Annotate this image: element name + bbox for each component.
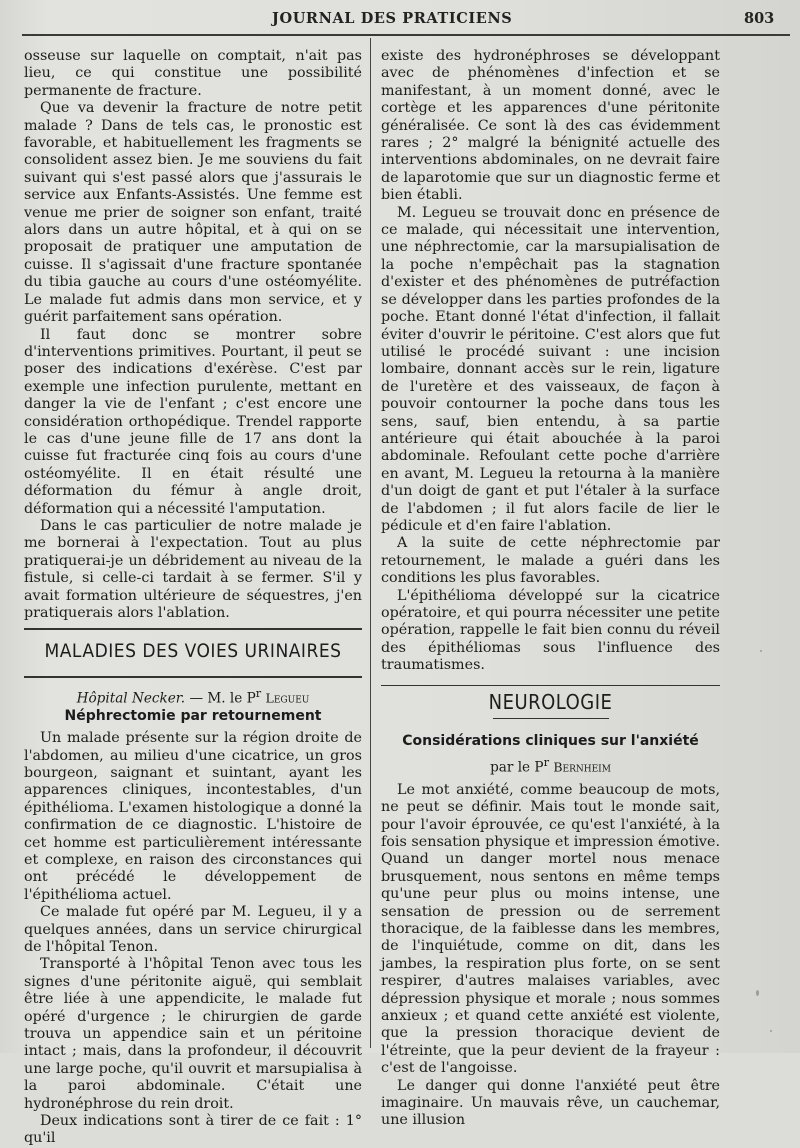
byline-sup: r — [255, 685, 262, 700]
section-title-urinary: MALADIES DES VOIES URINAIRES — [44, 640, 342, 662]
byline-place: Hôpital Necker. — [76, 690, 186, 707]
section-rule — [24, 628, 362, 630]
journal-title: JOURNAL DES PRATICIENS — [272, 10, 513, 27]
body-paragraph: Ce malade fut opéré par M. Legueu, il y a quelques années, dans un service chirurgical de l'hôpital Tenon. — [24, 904, 362, 955]
body-paragraph: Dans le cas particulier de notre malade je me bornerai à l'expectation. Tout au plus pratiquerai-je un débridement au niveau de la fistule, si celle-ci tardait à se fermer. S'il y avait formation ultérieure de séquestres, j'en pratiquerais alors l'ablation. — [24, 517, 362, 621]
byline-sup: r — [543, 755, 549, 770]
body-paragraph: Un malade présente sur la région droite de l'abdomen, au milieu d'une cicatrice, un gros bourgeon, saignant et suintant, ayant les apparences cliniques, incontestables, d'un épithélioma. L'examen histologique a donné la confirmation de ce diagnostic. L'histoire de cet homme est particulièrement intéressante et complexe, en raison des circonstances qui ont précédé le développement de l'épithélioma actuel. — [24, 730, 362, 903]
right-column — [381, 48, 720, 1130]
body-paragraph: Il faut donc se montrer sobre d'interventions primitives. Pourtant, il peut se poser des indications d'exérèse. C'est par exemple une infection purulente, mettant en danger la vie de l'enfant ; c'est encore une considération orthopédique. Trendel rapporte le cas d'une jeune fille de 17 ans dont la cuisse fut fracturée cinq fois au cours d'une ostéomyélite. Il en était résulté une déformation du fémur à angle droit, déformation qui a nécessité l'amputation. — [24, 326, 362, 517]
column-divider — [370, 38, 371, 1048]
page-number: 803 — [744, 10, 775, 27]
body-paragraph: Le mot anxiété, comme beaucoup de mots, ne peut se définir. Mais tout le monde sait, pour l'avoir éprouvée, ce qu'est l'anxiété, à la fois sensation physique et impression émotive. Quand un danger mortel nous menace brusquement, nous sentons en même temps qu'une peur plus ou moins intense, une sensation de pression ou de serrement thoracique, de la faiblesse dans les membres, de l'inquiétude, comme on dit, dans les jambes, la respiration plus forte, on se sent respirer, d'autres malaises variables, avec dépression physique et morale ; nous sommes anxieux ; et quand cette anxiété est violente, que la pression thoracique devient de l'étreinte, que la peur devient de la frayeur : c'est de l'angoisse. — [381, 781, 720, 1077]
left-column — [24, 48, 362, 1148]
byline-author: Bernheim — [553, 759, 611, 775]
body-paragraph: L'épithélioma développé sur la cicatrice opératoire, et qui pourra nécessiter une petite opération, rappelle le fait bien connu du réveil des épithéliomas sous l'influence des traumatismes. — [381, 587, 720, 674]
article-byline — [24, 686, 362, 707]
scan-speck — [760, 650, 762, 652]
header-rule — [22, 34, 790, 36]
body-paragraph: Le danger qui donne l'anxiété peut être imaginaire. Un mauvais rêve, un cauchemar, une illusion — [381, 1077, 720, 1129]
running-head — [0, 8, 800, 32]
article-byline — [381, 755, 720, 776]
body-paragraph: existe des hydronéphroses se développant avec de phénomènes d'infection et se manifestant, à un moment donné, avec le cortège et les apparences d'une péritonite généralisée. Ce sont là des cas évidemment rares ; 2° malgré la bénignité actuelle des interventions abdominales, on ne devrait faire de laparotomie que sur un diagnostic ferme et bien établi. — [381, 48, 720, 204]
body-paragraph: A la suite de cette néphrectomie par retournement, le malade a guéri dans les conditions les plus favorables. — [381, 535, 720, 587]
byline-sep: — M. le P — [185, 690, 256, 707]
body-paragraph: Transporté à l'hôpital Tenon avec tous les signes d'une péritonite aiguë, qui semblait être liée à une appendicite, le malade fut opéré d'urgence ; le chirurgien de garde trouva un appendice sain et un péritoine intact ; mais, dans la profondeur, il découvrit une large poche, qu'il ouvrit et marsupialisa à la paroi abdominale. C'était une hydronéphrose du rein droit. — [24, 956, 362, 1112]
body-paragraph: Deux indications sont à tirer de ce fait : 1° qu'il — [24, 1113, 362, 1147]
scan-speck — [770, 1030, 772, 1032]
article-title: Considérations cliniques sur l'anxiété — [402, 733, 699, 750]
section-rule — [24, 676, 362, 678]
byline-prefix: par le P — [490, 759, 544, 776]
scan-speck — [756, 990, 759, 996]
section-rule — [381, 685, 720, 687]
body-paragraph: osseuse sur laquelle on comptait, n'ait pas lieu, ce qui constitue une possibilité permanente de fracture. — [24, 48, 362, 99]
section-underline — [493, 718, 609, 719]
body-paragraph: Que va devenir la fracture de notre petit malade ? Dans de tels cas, le pronostic est favorable, et habituellement les fragments se consolident assez bien. Je me souviens du fait suivant qui s'est passé alors que j'assurais le service aux Enfants-Assistés. Une femme est venue me prier de soigner son enfant, traité alors dans un autre hôpital, et à qui on se proposait de pratiquer une amputation de cuisse. Il s'agissait d'une fracture spontanée du tibia gauche au cours d'une ostéomyélite. Le malade fut admis dans mon service, et y guérit parfaitement sans opération. — [24, 100, 362, 326]
body-paragraph: M. Legueu se trouvait donc en présence de ce malade, qui nécessitait une intervention, une néphrectomie, car la marsupialisation de la poche n'empêchait pas la stagnation d'exister et des phénomènes de putréfaction se développer dans les parties profondes de la poche. Etant donné l'état d'infection, il fallait éviter d'ouvrir le péritoine. C'est alors que fut utilisé le procédé suivant : une incision lombaire, donnant accès sur le rein, ligature de l'uretère et des vaisseaux, de façon à pouvoir contourner la poche dans tous les sens, sauf, bien entendu, à sa partie antérieure qui était abouchée à la paroi abdominale. Refoulant cette poche d'arrière en avant, M. Legueu la retourna à la manière d'un doigt de gant et put l'étaler à la surface de l'abdomen ; il fut alors facile de lier le pédicule et d'en faire l'ablation. — [381, 204, 720, 534]
section-title-neurology: NEUROLOGIE — [488, 690, 613, 715]
byline-author: Legueu — [265, 690, 310, 706]
article-title: Néphrectomie par retournement — [64, 708, 322, 725]
